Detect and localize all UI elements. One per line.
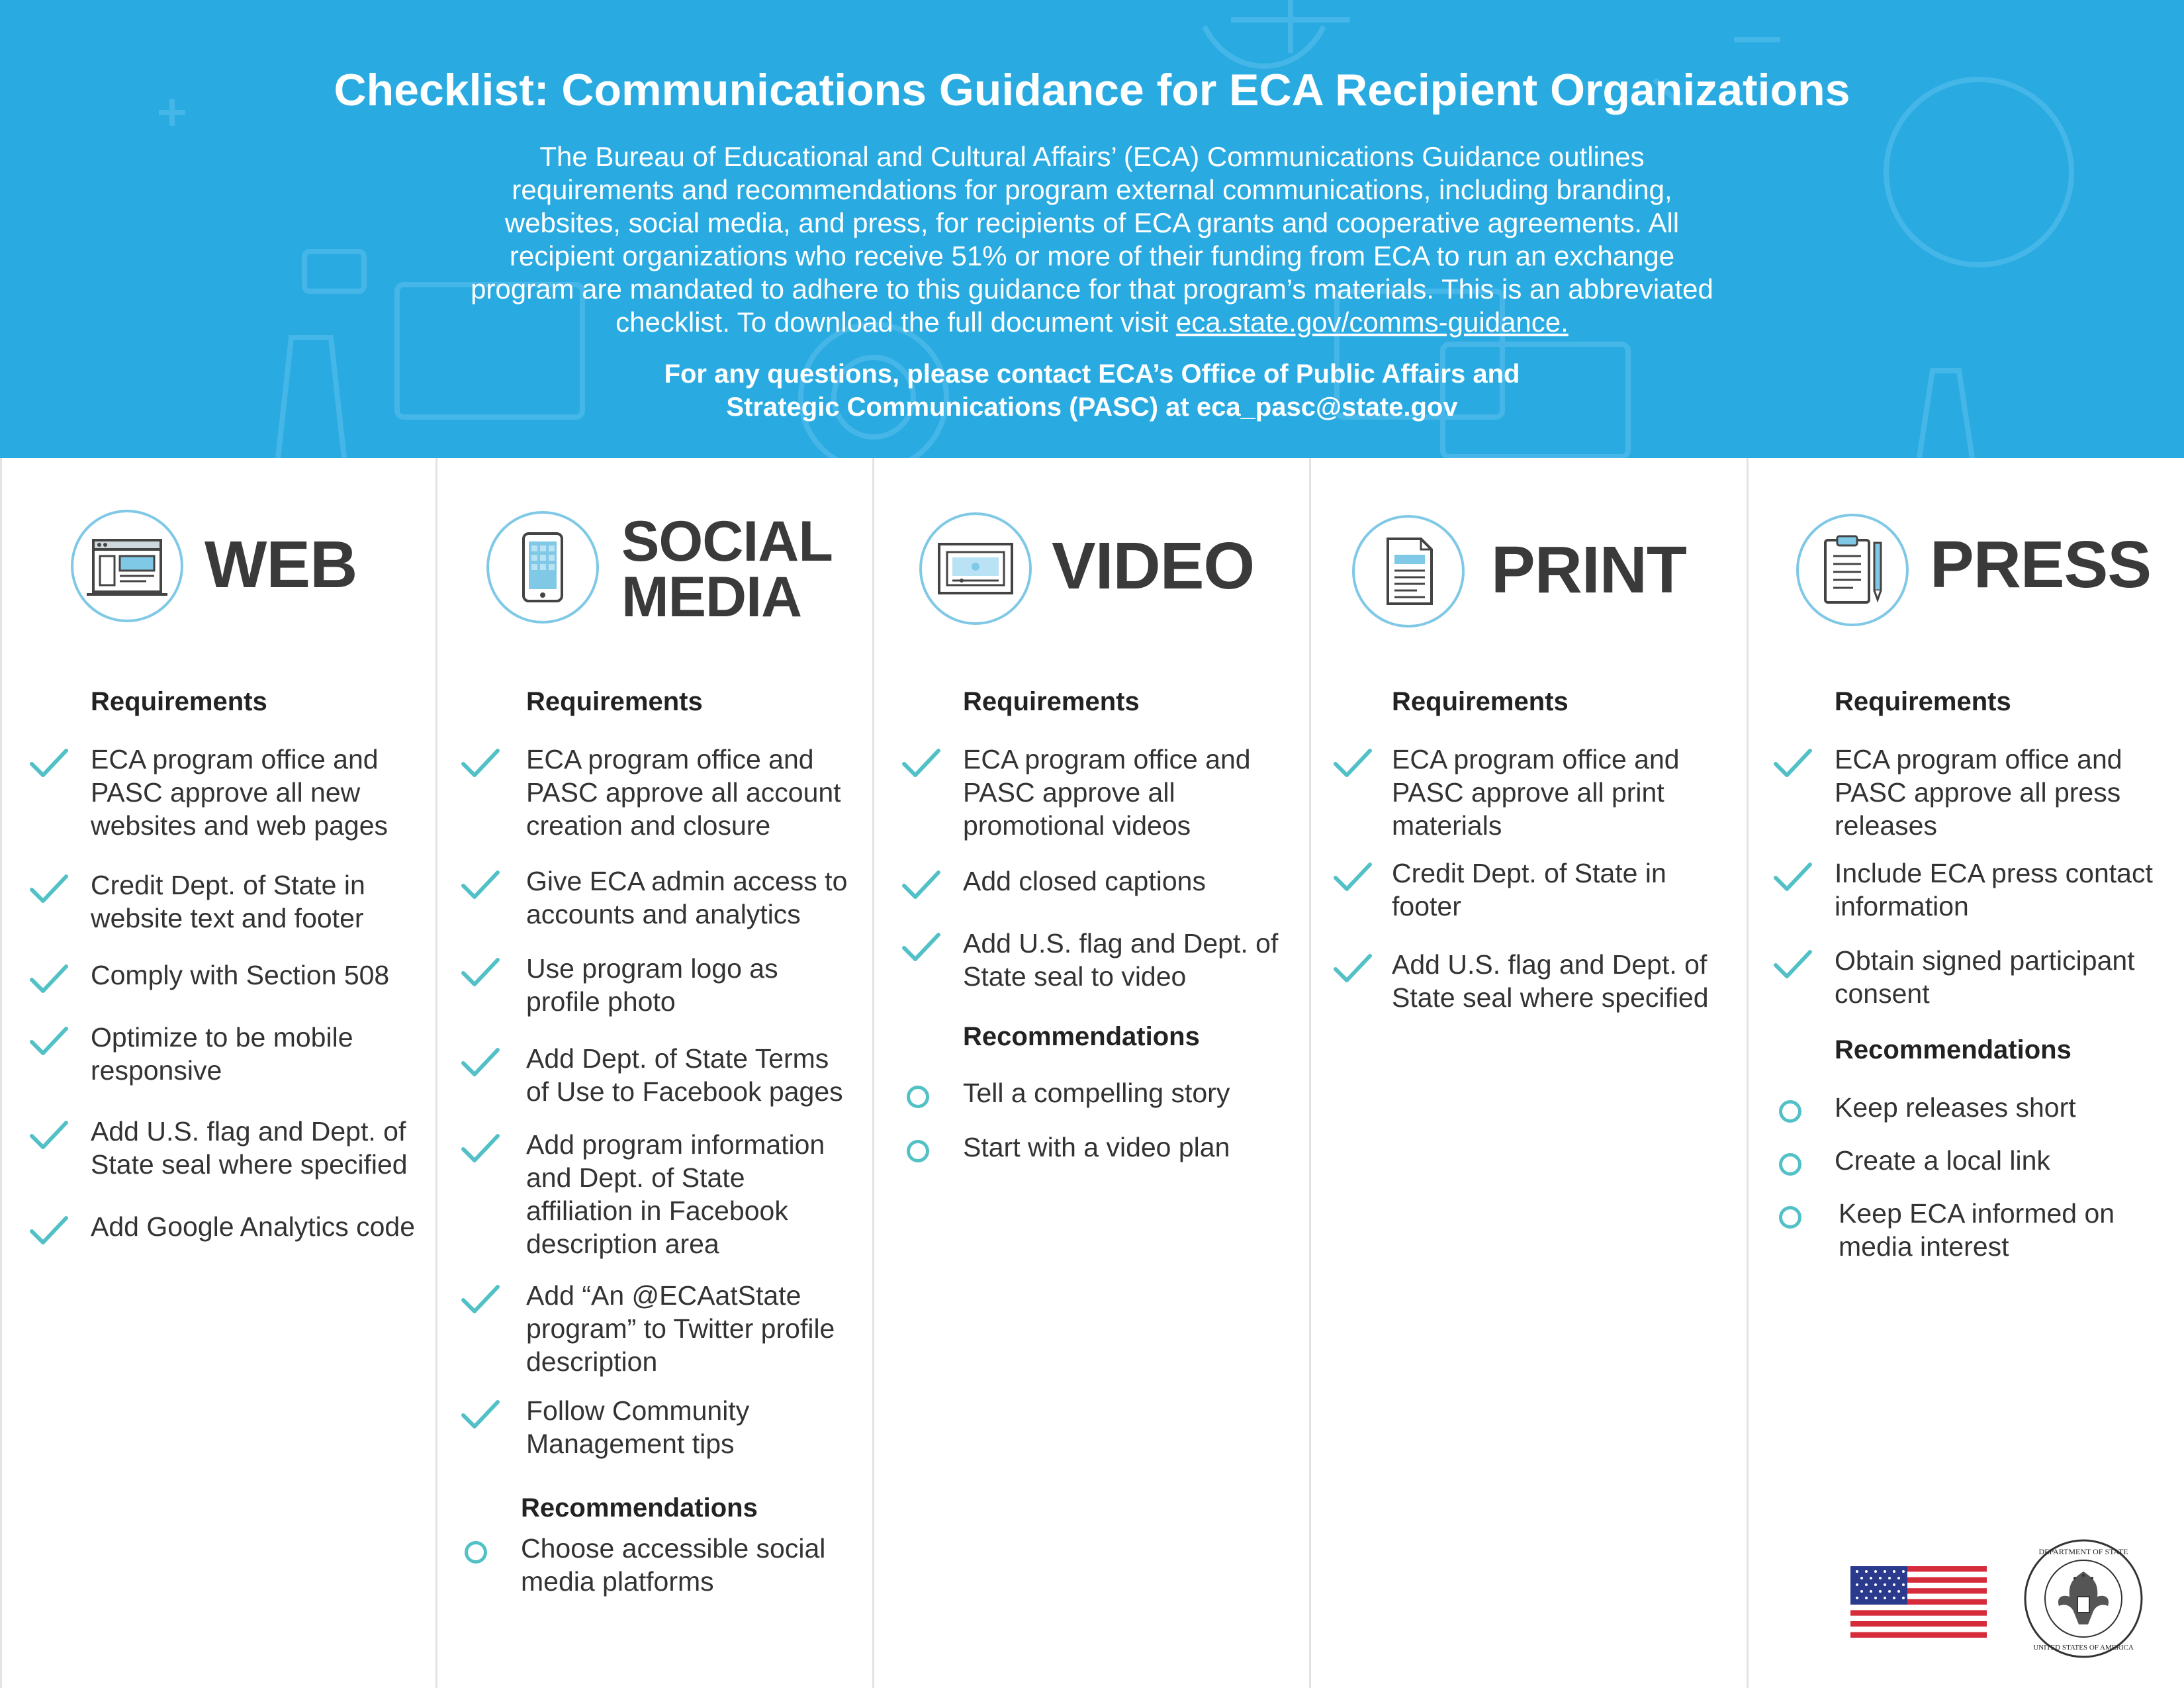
column-video <box>874 458 1311 1688</box>
list-item: Add “An @ECAatState program” to Twitter profile description <box>526 1280 835 1377</box>
check-icon <box>460 1398 501 1431</box>
column-title: VIDEO <box>1052 529 1255 603</box>
list-item: Follow Community Management tips <box>526 1395 750 1459</box>
list-item: Start with a video plan <box>963 1132 1230 1162</box>
column-title: WEB <box>205 528 357 602</box>
seal-text-bottom: UNITED STATES OF AMERICA <box>2033 1644 2134 1652</box>
intro-paragraph <box>463 140 1721 339</box>
video-screen-icon <box>919 512 1032 625</box>
check-icon <box>1772 747 1813 780</box>
list-item: ECA program office and PASC approve all print materials <box>1392 744 1680 841</box>
web-browser-icon <box>71 510 183 622</box>
list-item: Keep ECA informed on media interest <box>1839 1198 2115 1262</box>
contact-line-1: For any questions, please contact ECA’s Office of Public Affairs and <box>664 359 1520 389</box>
column-title: PRINT <box>1491 533 1686 607</box>
list-item: Optimize to be mobile responsive <box>91 1022 353 1086</box>
check-icon <box>460 956 501 989</box>
list-item: Tell a compelling story <box>963 1078 1230 1108</box>
list-item: Obtain signed participant consent <box>1835 945 2135 1009</box>
check-icon <box>1332 952 1373 985</box>
column-web <box>0 458 437 1688</box>
requirements-heading: Requirements <box>526 687 703 716</box>
recommendations-heading: Recommendations <box>963 1022 1200 1051</box>
column-print <box>1311 458 1749 1688</box>
us-flag-icon <box>1850 1566 1987 1638</box>
check-icon <box>28 962 69 996</box>
seal-text-top: DEPARTMENT OF STATE <box>2038 1547 2128 1556</box>
list-item: Add program information and Dept. of State affiliation in Facebook description area <box>526 1129 825 1259</box>
list-item: Add U.S. flag and Dept. of State seal to video <box>963 928 1279 992</box>
check-icon <box>901 747 942 780</box>
header-banner <box>0 0 2184 458</box>
requirements-heading: Requirements <box>91 687 267 716</box>
check-icon <box>28 1025 69 1058</box>
circle-bullet-icon <box>1779 1206 1801 1229</box>
check-icon <box>28 1214 69 1247</box>
column-title <box>621 510 833 629</box>
contact-info <box>463 357 1721 424</box>
circle-bullet-icon <box>1779 1100 1801 1123</box>
circle-bullet-icon <box>465 1541 487 1564</box>
check-icon <box>1332 747 1373 780</box>
page-title: Checklist: Communications Guidance for ECA Recipient Organizations <box>334 65 1850 115</box>
check-icon <box>460 1132 501 1165</box>
check-icon <box>28 872 69 906</box>
list-item: Credit Dept. of State in website text and footer <box>91 870 365 933</box>
check-icon <box>460 1283 501 1316</box>
list-item: Add Dept. of State Terms of Use to Facebook pages <box>526 1043 843 1107</box>
check-icon <box>901 868 942 902</box>
recommendations-heading: Recommendations <box>521 1493 758 1523</box>
contact-line-2: Strategic Communications (PASC) at eca_pasc@state.gov <box>726 393 1458 422</box>
list-item: Comply with Section 508 <box>91 960 390 990</box>
document-icon <box>1352 515 1465 628</box>
list-item: Use program logo as profile photo <box>526 953 778 1017</box>
column-title: PRESS <box>1930 528 2152 602</box>
list-item: ECA program office and PASC approve all press releases <box>1835 744 2122 841</box>
comms-guidance-link[interactable]: eca.state.gov/comms-guidance. <box>1175 306 1569 338</box>
department-of-state-seal <box>2022 1537 2145 1660</box>
list-item: Create a local link <box>1835 1145 2050 1176</box>
circle-bullet-icon <box>907 1086 929 1108</box>
list-item: ECA program office and PASC approve all promotional videos <box>963 744 1251 841</box>
check-icon <box>1332 861 1373 894</box>
check-icon <box>460 1046 501 1079</box>
check-icon <box>1772 948 1813 981</box>
list-item: ECA program office and PASC approve all new websites and web pages <box>91 744 388 841</box>
requirements-heading: Requirements <box>1392 687 1569 716</box>
column-title-line-2: MEDIA <box>621 565 802 629</box>
list-item: Add U.S. flag and Dept. of State seal where specified <box>91 1116 408 1180</box>
list-item: Add Google Analytics code <box>91 1211 416 1242</box>
column-title-line-1: SOCIAL <box>621 510 833 573</box>
clipboard-pen-icon <box>1796 514 1909 626</box>
list-item: Include ECA press contact information <box>1835 858 2153 921</box>
list-item: Choose accessible social media platforms <box>521 1533 826 1597</box>
column-social-media <box>437 458 874 1688</box>
check-icon <box>1772 861 1813 894</box>
check-icon <box>28 1119 69 1152</box>
list-item: Add closed captions <box>963 866 1206 896</box>
circle-bullet-icon <box>1779 1153 1801 1176</box>
recommendations-heading: Recommendations <box>1835 1035 2071 1064</box>
check-icon <box>901 931 942 964</box>
requirements-heading: Requirements <box>963 687 1140 716</box>
requirements-heading: Requirements <box>1835 687 2011 716</box>
intro-text: The Bureau of Educational and Cultural Affairs’ (ECA) Communications Guidance outlines requirements and recommendations for program external communications, including branding, websites, social media, and press, for recipients of ECA grants and cooperative agreements. All recipient organizations who receive 51% or more of their funding from ECA to run an exchange program are mandated to adhere to this guidance for that program’s materials. This is an abbreviated checklist. To download the full document visit <box>471 141 1713 338</box>
check-icon <box>460 868 501 902</box>
check-icon <box>28 747 69 780</box>
list-item: ECA program office and PASC approve all account creation and closure <box>526 744 841 841</box>
list-item: Give ECA admin access to accounts and analytics <box>526 866 848 929</box>
list-item: Add U.S. flag and Dept. of State seal where specified <box>1392 949 1709 1013</box>
list-item: Credit Dept. of State in footer <box>1392 858 1666 921</box>
circle-bullet-icon <box>907 1140 929 1162</box>
checklist-columns <box>0 458 2184 1688</box>
smartphone-icon <box>486 511 599 624</box>
column-press <box>1749 458 2184 1688</box>
list-item: Keep releases short <box>1835 1092 2076 1123</box>
check-icon <box>460 747 501 780</box>
